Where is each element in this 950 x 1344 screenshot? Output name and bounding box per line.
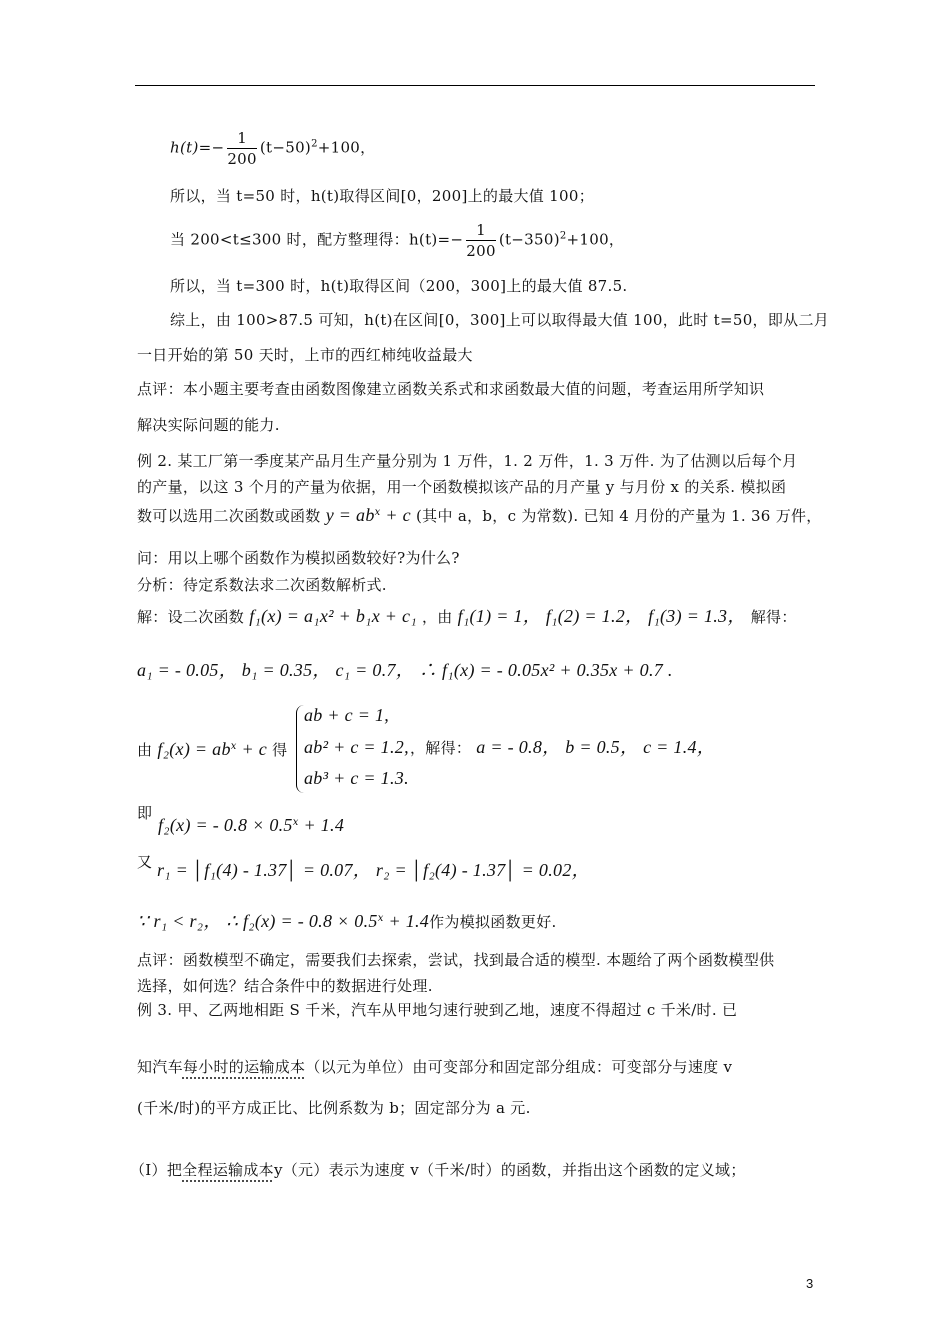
- denominator: 200: [466, 242, 496, 260]
- text: h(t)=−: [170, 138, 225, 157]
- text: 得: [272, 741, 288, 759]
- text: y（元）表示为速度 v（千米/时）的函数，并指出这个函数的定义域；: [273, 1161, 746, 1179]
- text-line: 分析：待定系数法求二次函数解析式.: [137, 576, 387, 594]
- text-line: 点评：本小题主要考查由函数图像建立函数关系式和求函数最大值的问题，考查运用所学知识: [137, 380, 765, 398]
- text-line: 例 3. 甲、乙两地相距 S 千米，汽车从甲地匀速行驶到乙地，速度不得超过 c 千米/时. 已: [137, 1001, 738, 1019]
- emphasis-text: 每小时的运输成本: [182, 1058, 306, 1076]
- system-eq-3: ab³ + c = 1.3.: [304, 768, 409, 788]
- text: ，由: [421, 608, 453, 626]
- text: 解：设二次函数: [137, 608, 245, 626]
- exponent: 2: [559, 230, 567, 242]
- text-line: 又: [137, 853, 153, 871]
- math: + c: [236, 739, 268, 759]
- text-line: 点评：函数模型不确定，需要我们去探索，尝试，找到最合适的模型. 本题给了两个函数模型供: [137, 951, 775, 969]
- exponent: 2: [311, 138, 318, 150]
- text: (其中 a，b，c 为常数). 已知 4 月份的产量为 1. 36 万件，: [416, 507, 822, 525]
- text-line: 解决实际问题的能力.: [137, 416, 280, 434]
- text-line: [137, 606, 797, 627]
- text-line: 所以，当 t=300 时，h(t)取得区间（200，300]上的最大值 87.5.: [170, 277, 628, 295]
- text: 知汽车: [137, 1058, 183, 1076]
- text: (t−50): [259, 138, 312, 157]
- emphasis-text: 全程运输成本: [182, 1161, 274, 1179]
- text-line: 综上，由 100>87.5 可知，h(t)在区间[0，300]上可以取得最大值 100，此时 t=50，即从二月: [170, 311, 830, 329]
- text-line: [130, 1160, 746, 1180]
- text: +100，: [317, 138, 376, 157]
- math: + 1.4: [383, 911, 430, 931]
- text-line: (千米/时)的平方成正比、比例系数为 b；固定部分为 a 元.: [137, 1099, 531, 1117]
- text-line: 选择，如何选？结合条件中的数据进行处理.: [137, 977, 433, 995]
- text: +100，: [566, 230, 625, 249]
- text-line: [137, 503, 822, 526]
- fraction: [227, 128, 257, 169]
- math-line: [158, 813, 344, 836]
- text: (t−350): [498, 230, 560, 249]
- denominator: 200: [227, 150, 257, 168]
- page-number: 3: [806, 1276, 814, 1291]
- math: f₁(1) = 1， f₁(2) = 1.2， f₁(3) = 1.3，: [457, 606, 746, 626]
- header-rule: [135, 85, 815, 86]
- exponent: x: [374, 507, 381, 518]
- text: 当 200<t≤300 时，配方整理得：h(t)=−: [170, 230, 464, 249]
- math-line: a₁ = - 0.05， b₁ = 0.35， c₁ = 0.7， ∴ f₁(x) = - 0.05x² + 0.35x + 0.7 .: [137, 660, 673, 680]
- text-line: 的产量，以这 3 个月的产量为依据，用一个函数模拟该产品的月产量 y 与月份 x 的关系. 模拟函: [137, 478, 787, 496]
- numerator: 1: [466, 220, 496, 241]
- math: + c: [380, 505, 411, 525]
- text-line: 即: [137, 804, 153, 822]
- text: 由: [137, 741, 153, 759]
- math: a = - 0.8， b = 0.5， c = 1.4，: [476, 737, 716, 757]
- text: （Ⅰ）把: [130, 1161, 183, 1179]
- exponent: x: [230, 741, 237, 752]
- text: 解得：: [750, 608, 797, 626]
- exponent: x: [292, 817, 299, 828]
- text-line: 例 2. 某工厂第一季度某产品月生产量分别为 1 万件，1. 2 万件，1. 3 万件. 为了估测以后每个月: [137, 452, 798, 470]
- text-line: [137, 909, 557, 932]
- text: 作为模拟函数更好.: [429, 913, 557, 931]
- text: （以元为单位）由可变部分和固定部分组成：可变部分与速度 v: [305, 1058, 733, 1076]
- math: ∵ r₁ < r₂， ∴ f₂(x) = - 0.8 × 0.5: [137, 911, 378, 931]
- text: 数可以选用二次函数或函数: [137, 507, 321, 525]
- formula-line: [170, 220, 624, 261]
- text-line: [137, 737, 287, 760]
- text-line: [410, 737, 715, 758]
- math: y = ab: [325, 505, 375, 525]
- system-eq-1: ab + c = 1,: [304, 705, 390, 725]
- math: f₂(x) = ab: [157, 739, 231, 759]
- math: + 1.4: [298, 815, 345, 835]
- math: f₂(x) = - 0.8 × 0.5: [158, 815, 293, 835]
- exponent: x: [377, 913, 384, 924]
- text-line: 问：用以上哪个函数作为模拟函数较好?为什么?: [137, 549, 460, 567]
- text: ，解得：: [410, 739, 472, 757]
- formula-h-t: [170, 128, 375, 169]
- text-line: [137, 1057, 732, 1077]
- text-line: 所以，当 t=50 时，h(t)取得区间[0，200]上的最大值 100；: [170, 187, 594, 205]
- text-line: 一日开始的第 50 天时，上市的西红柿纯收益最大: [137, 346, 473, 364]
- numerator: 1: [227, 128, 257, 149]
- math: f₁(x) = a₁x² + b₁x + c₁: [249, 606, 417, 626]
- fraction: [466, 220, 496, 261]
- math-line: r₁ = │f₁(4) - 1.37│ = 0.07， r₂ = │f₂(4) - 1.37│ = 0.02，: [157, 860, 590, 880]
- system-eq-2: ab² + c = 1.2,: [304, 737, 409, 757]
